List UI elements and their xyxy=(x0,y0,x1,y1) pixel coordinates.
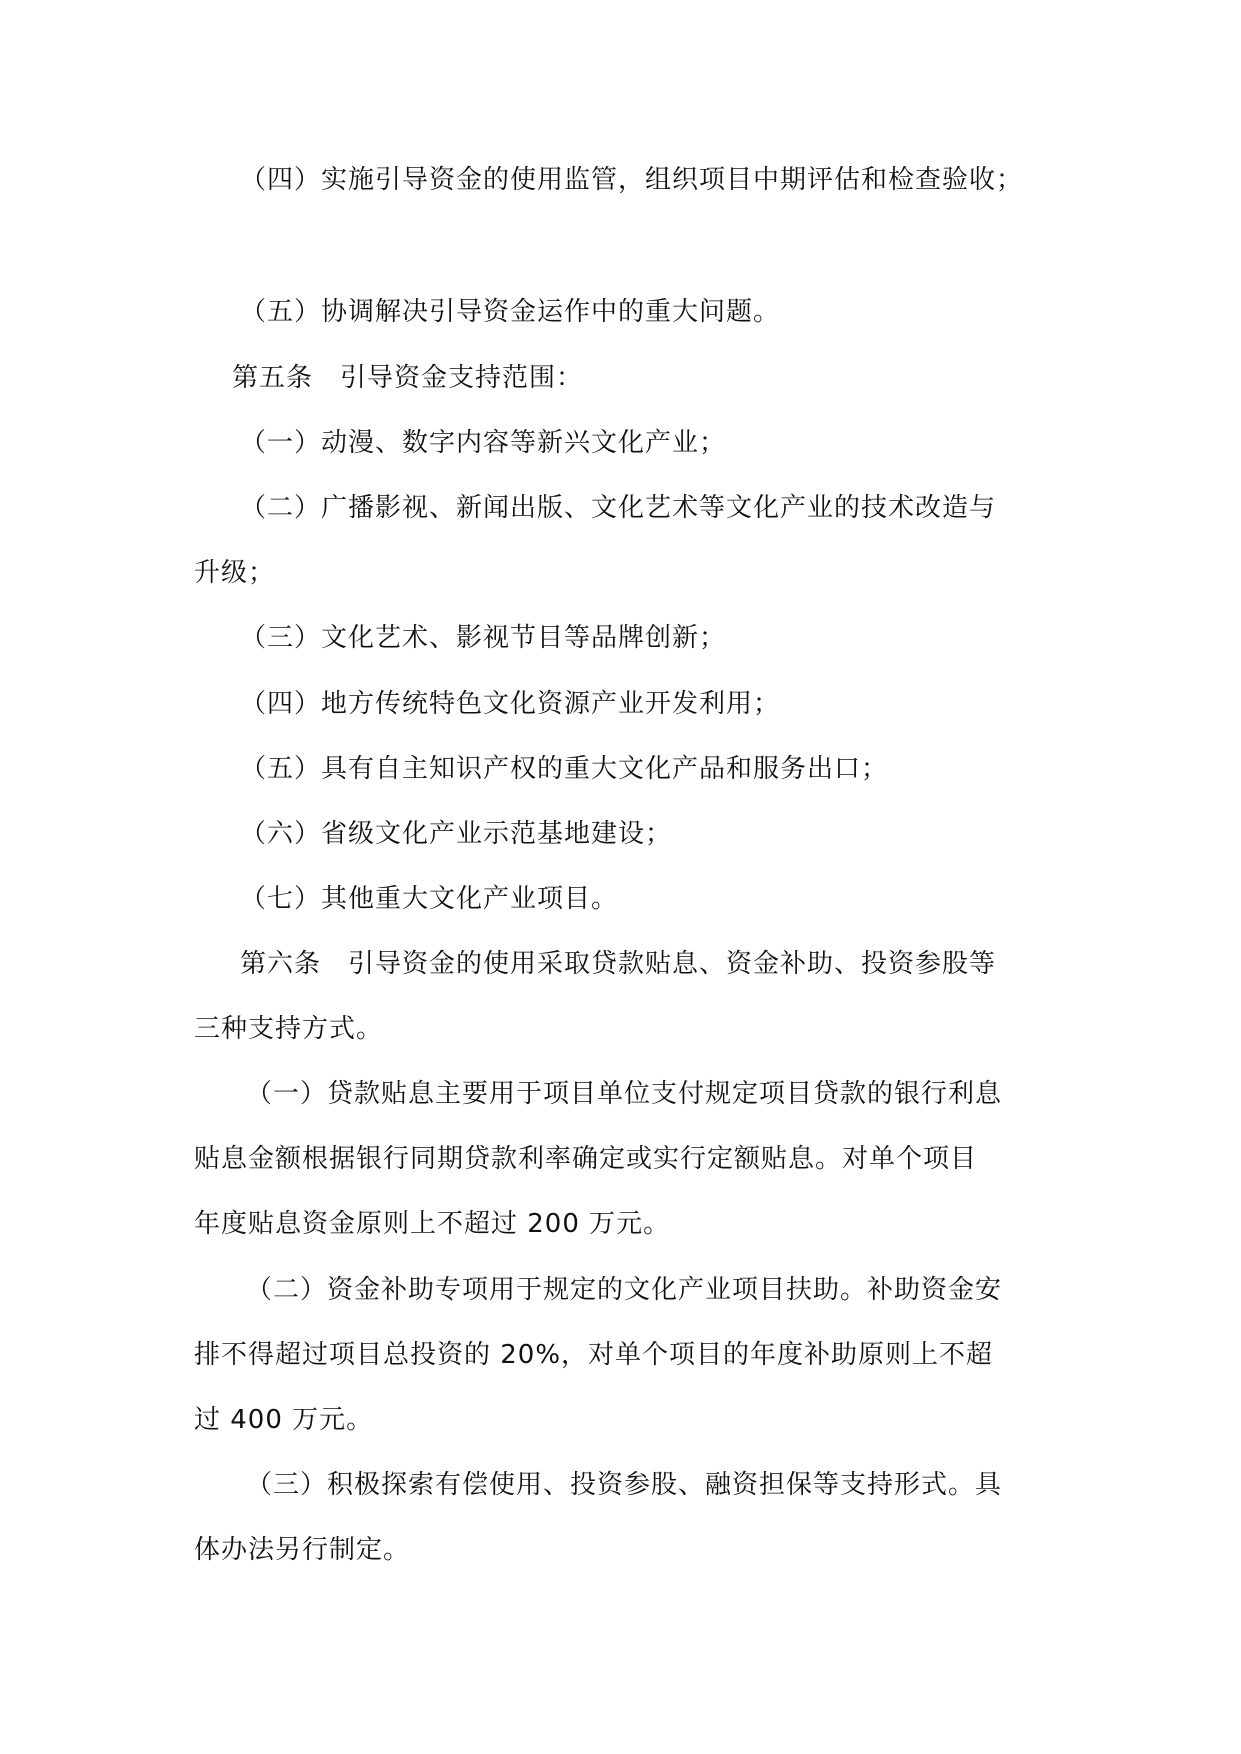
list-item: （二）广播影视、新闻出版、文化艺术等文化产业的技术改造与 xyxy=(240,493,997,523)
article-heading: 第五条 引导资金支持范围： xyxy=(232,363,584,393)
list-item: （七）其他重大文化产业项目。 xyxy=(240,884,619,914)
paragraph-line: 三种支持方式。 xyxy=(194,1014,384,1044)
paragraph-line: 排不得超过项目总投资的 20%，对单个项目的年度补助原则上不超 xyxy=(194,1340,994,1370)
paragraph-line: 过 400 万元。 xyxy=(194,1405,374,1435)
list-item: （三）文化艺术、影视节目等品牌创新； xyxy=(240,623,727,653)
paragraph-line: （二）资金补助专项用于规定的文化产业项目扶助。补助资金安 xyxy=(246,1275,1003,1305)
paragraph-line: （五）协调解决引导资金运作中的重大问题。 xyxy=(240,297,781,327)
paragraph-line: 年度贴息资金原则上不超过 200 万元。 xyxy=(194,1209,671,1239)
list-item: （一）动漫、数字内容等新兴文化产业； xyxy=(240,428,727,458)
paragraph-line: 体办法另行制定。 xyxy=(194,1535,411,1565)
list-item: （五）具有自主知识产权的重大文化产品和服务出口； xyxy=(240,754,889,784)
paragraph-line: （三）积极探索有偿使用、投资参股、融资担保等支持形式。具 xyxy=(246,1470,1003,1500)
paragraph-line: （一）贷款贴息主要用于项目单位支付规定项目贷款的银行利息 xyxy=(246,1079,1003,1109)
paragraph-line: （四）实施引导资金的使用监管，组织项目中期评估和检查验收； xyxy=(240,165,1024,195)
paragraph-line: 升级； xyxy=(194,558,276,588)
article-heading: 第六条 引导资金的使用采取贷款贴息、资金补助、投资参股等 xyxy=(240,949,997,979)
list-item: （六）省级文化产业示范基地建设； xyxy=(240,819,673,849)
paragraph-line: 贴息金额根据银行同期贷款利率确定或实行定额贴息。对单个项目 xyxy=(194,1144,978,1174)
list-item: （四）地方传统特色文化资源产业开发利用； xyxy=(240,689,781,719)
